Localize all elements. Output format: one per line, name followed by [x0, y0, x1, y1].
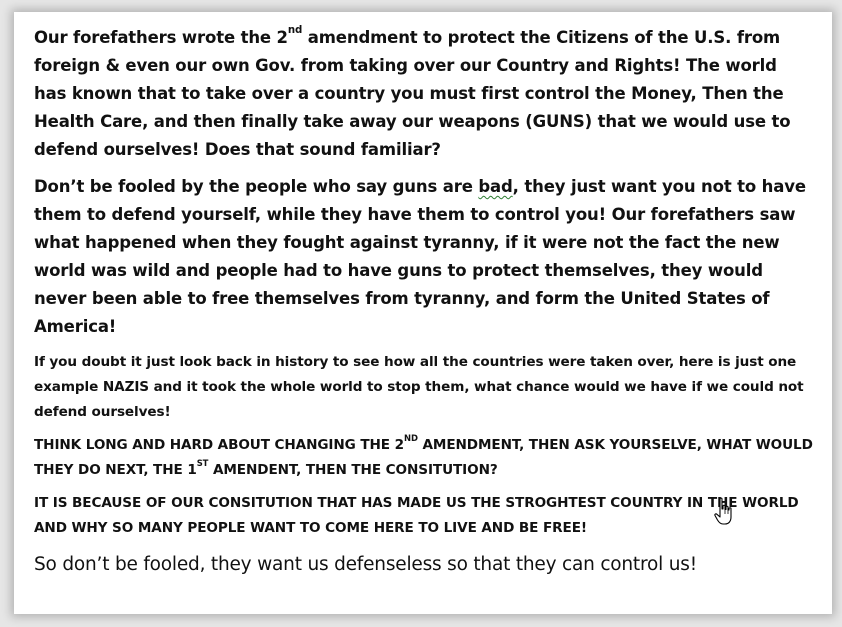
spellcheck-flagged-word[interactable]: bad [478, 177, 513, 196]
paragraph-dont-be-fooled [34, 173, 814, 341]
paragraph-closing [34, 551, 814, 579]
p2-text-a: Don’t be fooled by the people who say guns are [34, 177, 479, 196]
p1-superscript: nd [287, 24, 303, 36]
paragraph-history [34, 350, 814, 425]
p4-text-b: AMENDMENT, THEN ASK YOURSELVE, WHAT WOULD THEY DO NEXT, THE 1 [34, 437, 813, 478]
p4-superscript-1: ND [404, 432, 418, 443]
p1-text-a: Our forefathers wrote the 2 [34, 28, 288, 47]
paragraph-second-amendment [34, 24, 814, 164]
document-page [14, 12, 832, 614]
p4-text-a: THINK LONG AND HARD ABOUT CHANGING THE 2 [34, 437, 404, 453]
p5-text: IT IS BECAUSE OF OUR CONSITUTION THAT HAS MADE US THE STROGHTEST COUNTRY IN THE WORLD AND WHY SO MANY PEOPLE WANT TO COME HERE TO LIVE AND BE FREE! [34, 495, 799, 536]
p6-text: So don’t be fooled, they want us defenseless so that they can control us! [34, 554, 697, 575]
paragraph-constitution [34, 491, 814, 541]
p2-text-b: , they just want you not to have them to defend yourself, while they have them to control you! Our forefathers saw what happened when they fought against tyranny, if it were not the fact the new world was wild and people had to have guns to protect themselves, they would never been able to free themselves from tyranny, and form the United States of America! [34, 177, 806, 336]
p4-superscript-2: ST [196, 457, 209, 468]
p3-text: If you doubt it just look back in history to see how all the countries were taken over, here is just one example NAZIS and it took the whole world to stop them, what chance would we have if we could not defend ourselves! [34, 354, 804, 420]
p1-text-b: amendment to protect the Citizens of the U.S. from foreign & even our own Gov. from taking over our Country and Rights! The world has known that to take over a country you must first control the Money, Then the Health Care, and then finally take away our weapons (GUNS) that we would use to defend ourselves! Does that sound familiar? [34, 28, 791, 159]
mouse-hand-cursor-icon [714, 497, 734, 527]
p4-text-c: AMENDENT, THEN THE CONSITUTION? [208, 462, 498, 478]
paragraph-think-long [34, 433, 814, 483]
